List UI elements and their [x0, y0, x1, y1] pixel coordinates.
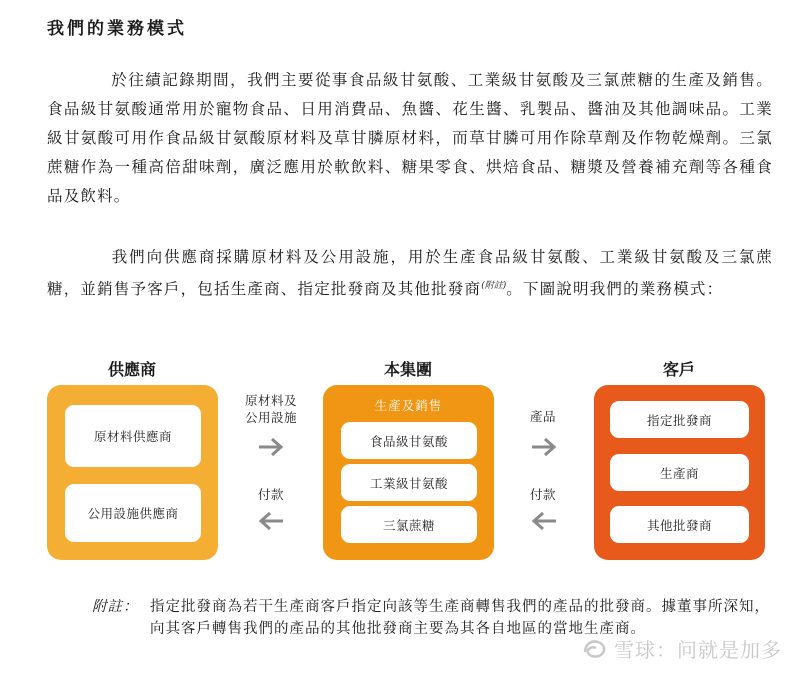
suppliers-panel — [47, 385, 218, 560]
product-box-industrial-glycine: 工業級甘氨酸 — [341, 464, 477, 501]
group-subtitle: 生產及銷售 — [374, 398, 443, 413]
customer-box-other-wholesalers: 其他批發商 — [610, 506, 749, 543]
product-box-food-glycine: 食品級甘氨酸 — [341, 422, 477, 459]
left-arrow-icon — [257, 511, 285, 531]
paragraph2-text-b: 。下圖說明我們的業務模式： — [506, 280, 724, 299]
customers-panel — [594, 385, 765, 560]
paragraph1-text: 於往績記錄期間，我們主要從事食品級甘氨酸、工業級甘氨酸及三氯蔗糖的生產及銷售。食品級甘氨酸通常用於寵物食品、日用消費品、魚醬、花生醬、乳製品、醬油及其他調味品。工業級甘氨酸可用作食品級甘氨酸原材料及草甘膦原材料，而草甘膦可用作除草劑及作物乾燥劑。三氯蔗糖作為一種高倍甜味劑，廣泛應用於軟飲料、糖果零食、烘焙食品、糖漿及營養補充劑等各種食品及飲料。 — [47, 71, 773, 205]
section-heading: 我們的業務模式 — [47, 19, 187, 39]
flow-label-raw-materials — [231, 392, 311, 426]
footnote-text: 指定批發商為若干生產商客戶指定向該等生產商轉售我們的產品的批發商。據董事所深知，向其客戶轉售我們的產品的其他批發商主要為其各自地區的當地生產商。 — [150, 599, 770, 637]
left-arrow-icon — [530, 511, 558, 531]
customers-title: 客戶 — [662, 360, 695, 379]
footnote-reference: (附註) — [481, 281, 507, 291]
right-arrow-icon — [530, 437, 558, 457]
paragraph-business-overview — [47, 66, 773, 211]
flow-label-products: 產品 — [529, 409, 556, 424]
snowball-logo-icon — [582, 638, 608, 660]
paragraph2-text-a: 我們向供應商採購原材料及公用設施，用於生產食品級甘氨酸、工業級甘氨酸及三氯蔗糖，並銷售予客戶，包括生產商、指定批發商及其他批發商 — [47, 248, 773, 299]
suppliers-title: 供應商 — [107, 360, 156, 379]
supplier-box-raw-materials: 原材料供應商 — [65, 405, 201, 467]
customer-box-designated-wholesalers: 指定批發商 — [610, 401, 749, 438]
right-arrow-icon — [257, 437, 285, 457]
watermark — [582, 634, 782, 663]
product-box-sucralose: 三氯蔗糖 — [341, 506, 477, 543]
group-panel — [323, 385, 494, 560]
group-title: 本集團 — [383, 360, 432, 379]
supplier-box-utilities: 公用設施供應商 — [65, 484, 201, 542]
flow-label-raw-materials-line2: 公用設施 — [244, 410, 297, 425]
paragraph-business-model — [47, 243, 773, 304]
watermark-text: 雪球：问就是加多 — [614, 638, 782, 662]
flow-label-raw-materials-line1: 原材料及 — [244, 393, 297, 408]
flow-label-payment-left: 付款 — [257, 487, 284, 502]
flow-label-payment-right: 付款 — [529, 487, 556, 502]
footnote-label: 附註： — [92, 599, 139, 615]
customer-box-manufacturers: 生產商 — [610, 454, 749, 491]
